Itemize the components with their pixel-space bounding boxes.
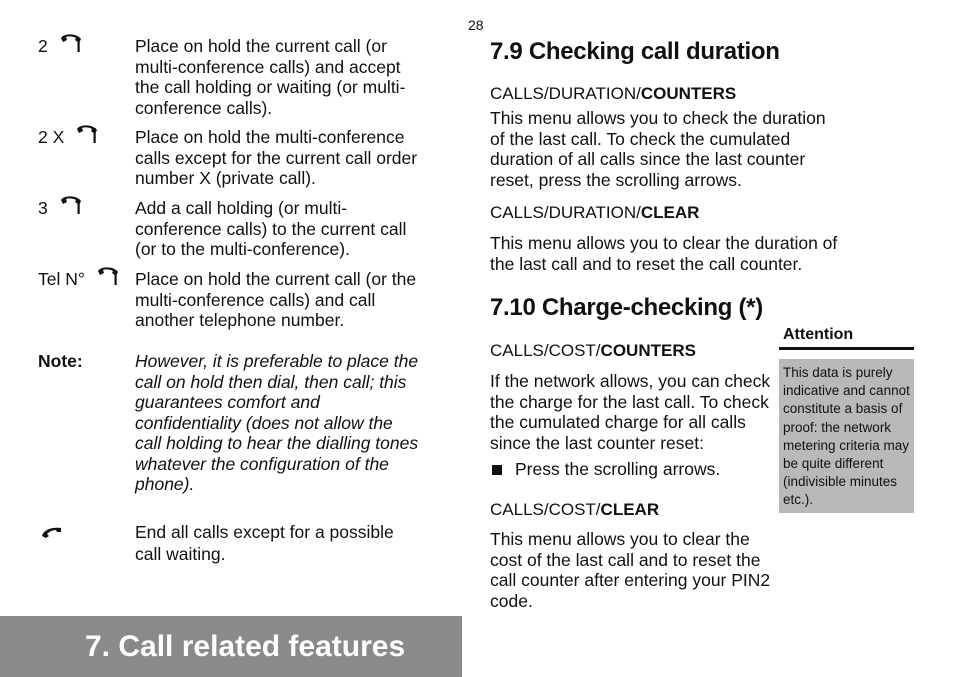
row-description: Add a call holding (or multi-conference calls) to the current call (or to the multi-conference). [135,198,407,259]
attention-text: This data is purely indicative and cannot constitute a basis of proof: the network metering criteria may be quite different (indivisible minutes etc.). [783,365,910,508]
menu-path-prefix: CALLS/COST/ [490,341,601,360]
row-key: 3 [38,198,48,218]
row-description: Place on hold the current call (or the multi-conference calls) and call another telephone number. [135,269,417,330]
attention-box [779,359,914,513]
chapter-title: 7. Call related features [85,630,406,663]
menu-path-item: CLEAR [640,203,700,222]
menu-path [490,84,736,104]
menu-path-item: CLEAR [600,500,660,519]
row-key: 2 [38,36,48,56]
phone-handset-icon [95,265,121,287]
row-key: Tel N° [38,269,85,289]
end-call-text: End all calls except for a possible call waiting. [135,522,394,564]
bullet-square [492,465,502,475]
menu-path-item: COUNTERS [640,84,737,103]
hang-up-icon [40,525,64,539]
menu-path [490,500,659,520]
row-key: 2 X [38,127,65,147]
row-description: Place on hold the current call (or multi-conference calls) and accept the call holding or waiting (or multi-conference calls). [135,36,406,118]
paragraph: This menu allows you to clear the cost of the last call and to reset the call counter after entering your PIN2 code. [490,529,771,611]
chapter-banner [0,616,462,677]
note-label: Note: [38,351,83,371]
paragraph: This menu allows you to check the duration of the last call. To check the cumulated duration of all calls since the last counter reset, press the scrolling arrows. [490,108,826,190]
phone-handset-icon [58,32,84,54]
menu-path-item: COUNTERS [600,341,696,360]
menu-path-prefix: CALLS/COST/ [490,500,601,519]
menu-path [490,341,696,361]
attention-rule [779,347,914,350]
paragraph: If the network allows, you can check the charge for the last call. To check the cumulated charge for all calls since the last counter reset: [490,371,771,453]
phone-handset-icon [58,194,84,216]
menu-path-prefix: CALLS/DURATION/ [490,203,641,222]
row-description: Place on hold the multi-conference calls except for the current call order number X (private call). [135,127,418,188]
section-heading: 7.9 Checking call duration [490,38,780,65]
menu-path-prefix: CALLS/DURATION/ [490,84,641,103]
bullet-text: Press the scrolling arrows. [515,459,721,479]
section-heading: 7.10 Charge-checking (*) [490,294,763,321]
page-number: 28 [468,17,484,33]
paragraph: This menu allows you to clear the duration of the last call and to reset the call counter. [490,233,838,274]
attention-title: Attention [783,326,854,343]
menu-path [490,203,699,223]
note-text: However, it is preferable to place the call on hold then dial, then call; this guarantees comfort and confidentiality (does not allow the call holding to hear the dialling tones whatever the configuration of the phone). [135,351,419,494]
phone-handset-icon [74,123,100,145]
